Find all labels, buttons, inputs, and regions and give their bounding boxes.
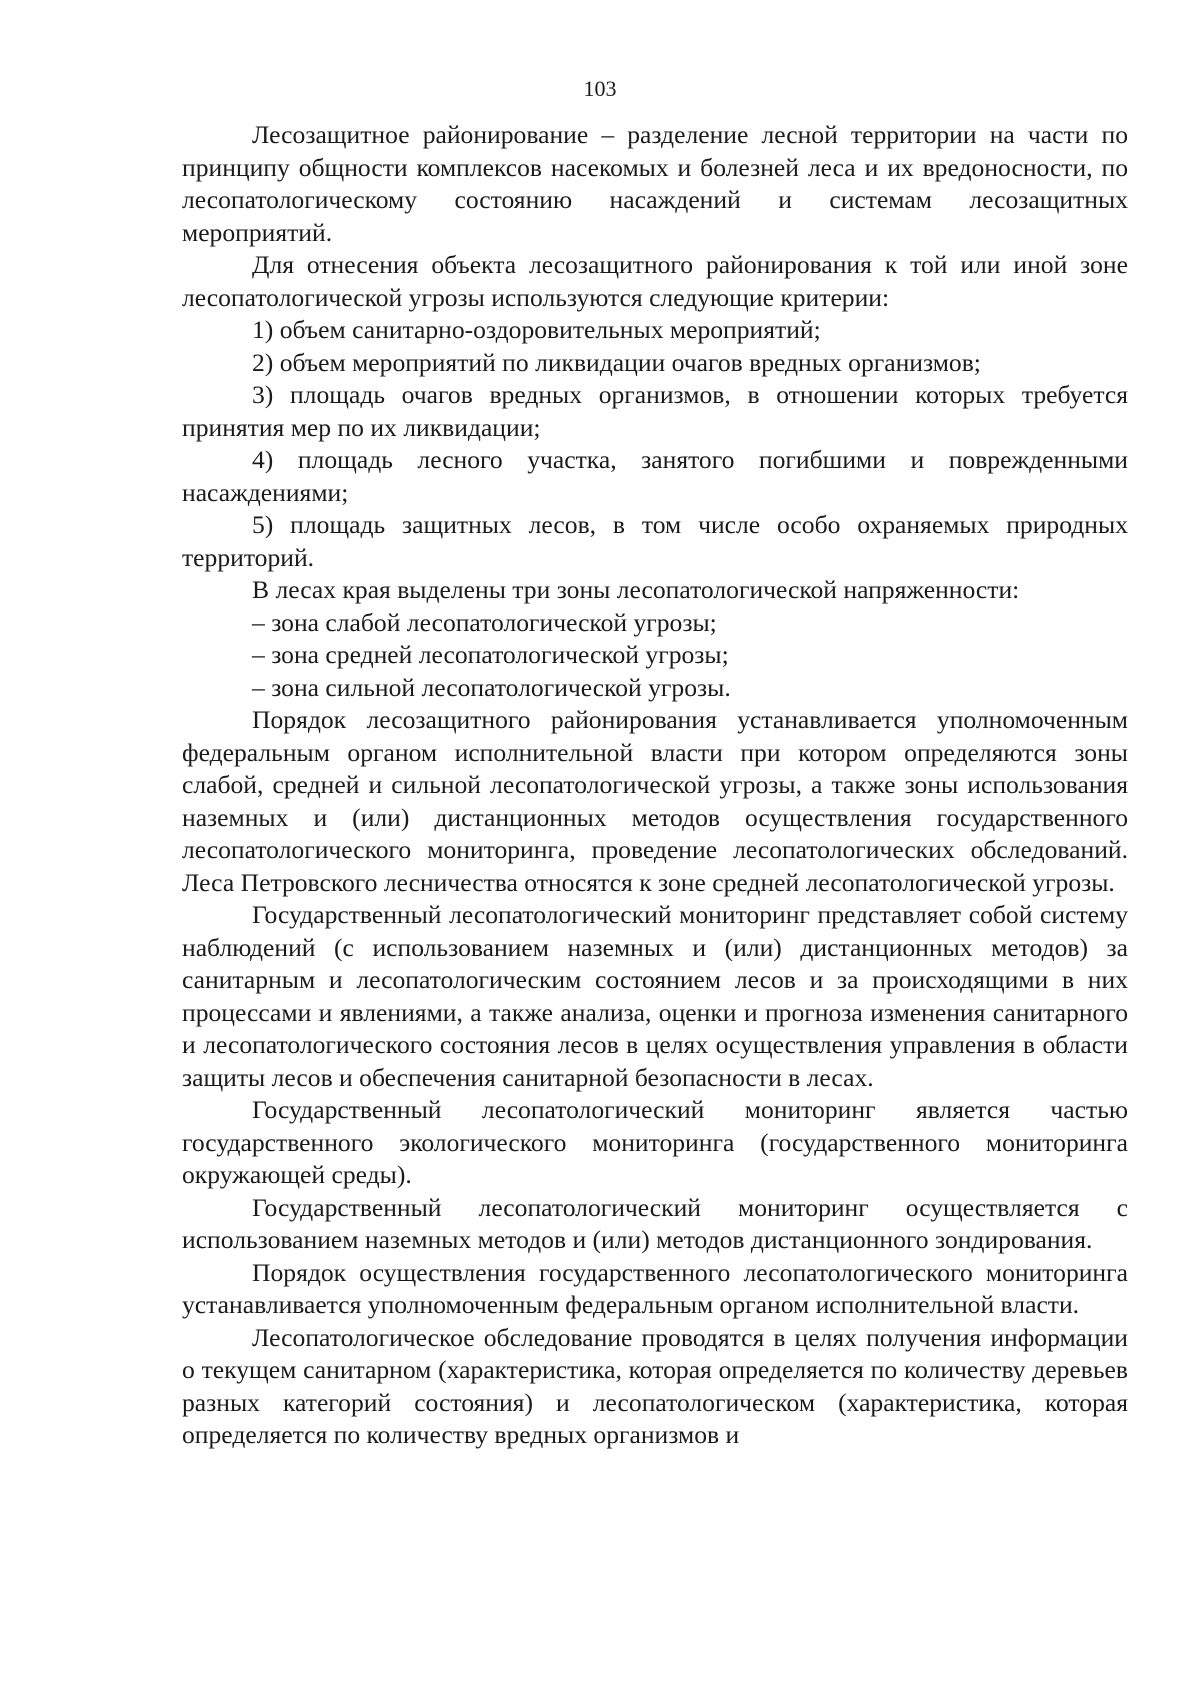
list-item-criterion-1: 1) объем санитарно-оздоровительных мероприятий; <box>252 315 821 344</box>
list-item-zone-weak: – зона слабой лесопатологической угрозы; <box>252 607 717 637</box>
paragraph-criteria-intro: Для отнесения объекта лесозащитного районирования к той или иной зоне лесопатологической угрозы используются следующие критерии: <box>182 250 1128 312</box>
page-number: 103 <box>583 76 617 101</box>
list-item-zone-medium: – зона средней лесопатологической угрозы; <box>252 640 729 669</box>
paragraph-monitoring-definition: Государственный лесопатологический мониторинг представляет собой систему наблюдений (с использованием наземных и (или) дистанционных методов) за санитарным и лесопатологическим состоянием лесов и за происходящими в них процессами и явлениями, а также анализа, оценки и прогноза изменения санитарного и лесопатологического состояния лесов в целях осуществления управления в области защиты лесов и обеспечения санитарной безопасности в лесах. <box>182 900 1128 1092</box>
paragraph-survey-purpose: Лесопатологическое обследование проводятся в целях получения информации о текущем санитарном (характеристика, которая определяется по количеству деревьев разных категорий состояния) и лесопатологическом (характеристика, которая определяется по количеству вредных организмов и <box>182 1322 1128 1449</box>
list-item-criterion-4: 4) площадь лесного участка, занятого погибшими и поврежденными насаждениями; <box>182 445 1128 507</box>
paragraph-monitoring-methods: Государственный лесопатологический мониторинг осуществляется с использованием наземных методов и (или) методов дистанционного зондирования. <box>182 1192 1128 1254</box>
list-item-criterion-5: 5) площадь защитных лесов, в том числе особо охраняемых природных территорий. <box>182 510 1128 572</box>
paragraph-zoning-definition: Лесозащитное районирование – разделение лесной территории на части по принципу общности комплексов насекомых и болезней леса и их вредоносности, по лесопатологическому состоянию насаждений и системам лесозащитных мероприятий. <box>182 120 1128 247</box>
paragraph-monitoring-part-of: Государственный лесопатологический мониторинг является частью государственного экологического мониторинга (государственного мониторинга окружающей среды). <box>182 1095 1128 1189</box>
list-item-criterion-2: 2) объем мероприятий по ликвидации очагов вредных организмов; <box>252 347 981 377</box>
list-item-criterion-3: 3) площадь очагов вредных организмов, в отношении которых требуется принятия мер по их ликвидации; <box>182 380 1128 442</box>
paragraph-zones-intro: В лесах края выделены три зоны лесопатологической напряженности: <box>252 575 1020 604</box>
paragraph-zoning-procedure: Порядок лесозащитного районирования устанавливается уполномоченным федеральным органом исполнительной власти при котором определяются зоны слабой, средней и сильной лесопатологической угрозы, а также зоны использования наземных и (или) дистанционных методов осуществления государственного лесопатологического мониторинга, проведение лесопатологических обследований. Леса Петровского лесничества относятся к зоне средней лесопатологической угрозы. <box>182 705 1128 897</box>
paragraph-monitoring-procedure: Порядок осуществления государственного лесопатологического мониторинга устанавливается уполномоченным федеральным органом исполнительной власти. <box>182 1257 1128 1319</box>
list-item-zone-strong: – зона сильной лесопатологической угрозы. <box>252 672 731 702</box>
document-body <box>182 119 1128 1452</box>
